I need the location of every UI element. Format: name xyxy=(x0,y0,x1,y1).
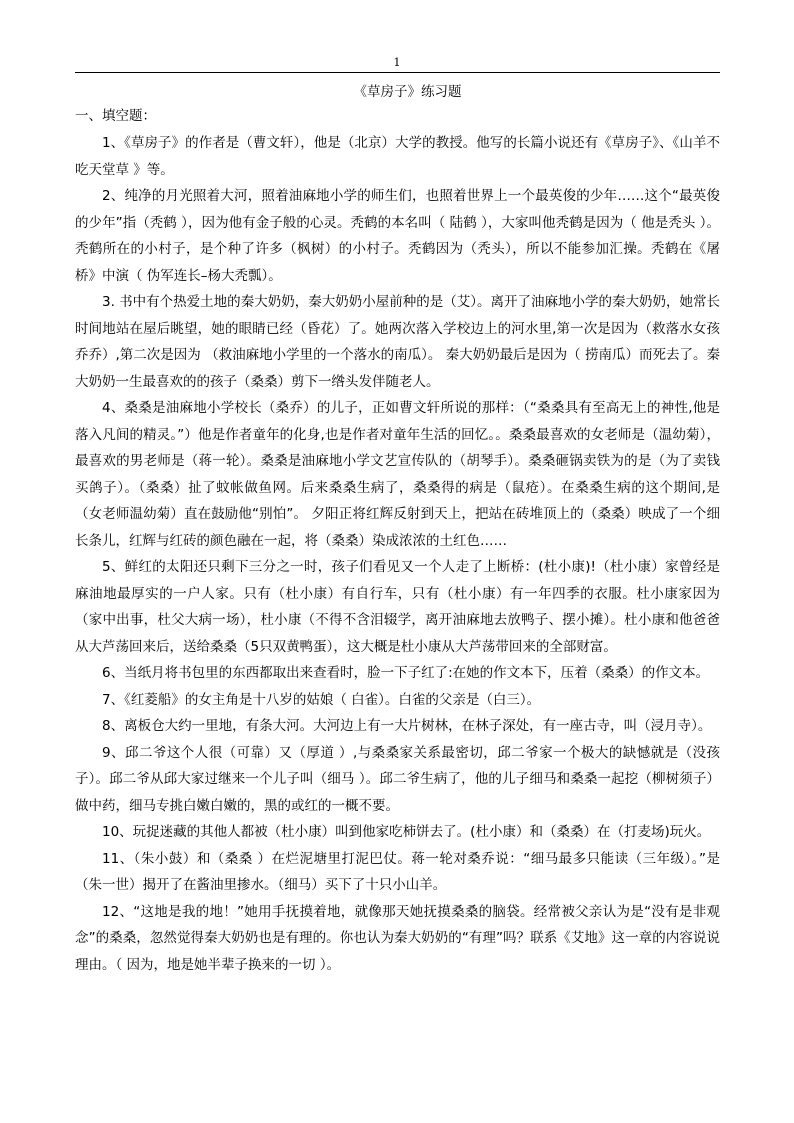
document-title: 《草房子》练习题 xyxy=(353,84,462,100)
question-8: 8、离板仓大约一里地，有条大河。大河边上有一大片树林，在林子深处，有一座古寺，叫（浸月寺）。 xyxy=(102,718,712,734)
question-5: 5、鲜红的太阳还只剩下三分之一时，孩子们看见又一个人走了上断桥：(杜小康)!（杜小康）家曾经是麻油地最厚实的一户人家。只有（杜小康）有自行车，只有（杜小康）有一年四季的衣服。杜小康家因为（家中出事，杜父大病一场），杜小康（不得不含泪辍学，离开油麻地去放鸭子、摆小摊）。杜小康和他爸爸从大芦荡回来后，送给桑桑（5只双黄鸭蛋），这大概是杜小康从大芦荡带回来的全部财富。 xyxy=(75,559,720,655)
page-number: 1 xyxy=(393,56,401,69)
question-7: 7、《红菱船》的女主角是十八岁的姑娘（ 白雀）。白雀的父亲是（白三）。 xyxy=(102,691,541,708)
question-3: 3. 书中有个热爱土地的秦大奶奶，秦大奶奶小屋前种的是（艾）。离开了油麻地小学的秦大奶奶，她常长时间地站在屋后眺望，她的眼睛已经（昏花）了。她两次落入学校边上的河水里,第一次是因为（救落水女孩乔乔）,第二次是因为 （救油麻地小学里的一个落水的南瓜）。 秦大奶奶最后是因为（ 捞南瓜）而死去了。秦大奶奶一生最喜欢的的孩子（桑桑）剪下一绺头发伴随老人。 xyxy=(75,294,720,390)
document-body xyxy=(75,82,720,978)
question-6: 6、当纸月将书包里的东西都取出来查看时，脸一下子红了:在她的作文本下，压着（桑桑）的作文本。 xyxy=(102,665,710,681)
header-rule xyxy=(75,72,720,73)
section-heading: 一、填空题： xyxy=(75,108,156,124)
question-1: 1、《草房子》的作者是（曹文轩），他是（北京）大学的教授。他写的长篇小说还有《草房子》、《山羊不吃天堂草 》等。 xyxy=(75,135,720,178)
question-10: 10、玩捉迷藏的其他人都被（杜小康）叫到他家吃柿饼去了。(杜小康）和（桑桑）在（打麦场)玩火。 xyxy=(102,824,711,840)
question-9: 9、邱二爷这个人很（可靠）又（厚道 ）,与桑桑家关系最密切，邱二爷家一个极大的缺憾就是（没孩子）。邱二爷从邱大家过继来一个儿子叫（细马 ）。邱二爷生病了，他的儿子细马和桑桑一起挖（柳树须子）做中药，细马专挑白嫩白嫩的，黑的或红的一概不要。 xyxy=(75,744,720,814)
question-11: 11、（朱小鼓）和（桑桑 ）在烂泥塘里打泥巴仗。蒋一轮对桑乔说：“细马最多只能读（三年级）。”是（朱一世）揭开了在酱油里掺水。（细马）买下了十只小山羊。 xyxy=(75,850,720,893)
question-2: 2、纯净的月光照着大河，照着油麻地小学的师生们，也照着世界上一个最英俊的少年……这个“最英俊的少年”指（秃鹤 ），因为他有金子般的心灵。秃鹤的本名叫（ 陆鹤 ），大家叫他秃鹤是因为（ 他是秃头 ）。秃鹤所在的小村子，是个种了许多（枫树）的小村子。秃鹤因为（秃头），所以不能参加汇操。秃鹤在《屠桥》中演（ 伪军连长–杨大秃瓢）。 xyxy=(75,188,720,284)
question-12: 12、“这地是我的地！”她用手抚摸着地，就像那天她抚摸桑桑的脑袋。经常被父亲认为是“没有是非观念”的桑桑，忽然觉得秦大奶奶也是有理的。你也认为秦大奶奶的“有理”吗？联系《艾地》这一章的内容说说理由。（ 因为，地是她半辈子换来的一切 ）。 xyxy=(75,903,720,973)
question-4: 4、桑桑是油麻地小学校长（桑乔）的儿子，正如曹文轩所说的那样：（“桑桑具有至高无上的神性,他是落入凡间的精灵。”）他是作者童年的化身,也是作者对童年生活的回忆。。桑桑最喜欢的女老师是（温幼菊），最喜欢的男老师是（蒋一轮）。桑桑是油麻地小学文艺宣传队的（胡琴手）。桑桑砸锅卖铁为的是（为了卖钱买鸽子）。（桑桑）扯了蚊帐做鱼网。后来桑桑生病了，桑桑得的病是（鼠疮）。在桑桑生病的这个期间,是（女老师温幼菊）直在鼓励他“别怕”。 夕阳正将红辉反射到天上，把站在砖堆顶上的（桑桑）映成了一个细长条儿，红辉与红砖的颜色融在一起，将（桑桑）染成浓浓的土红色…… xyxy=(75,400,720,549)
